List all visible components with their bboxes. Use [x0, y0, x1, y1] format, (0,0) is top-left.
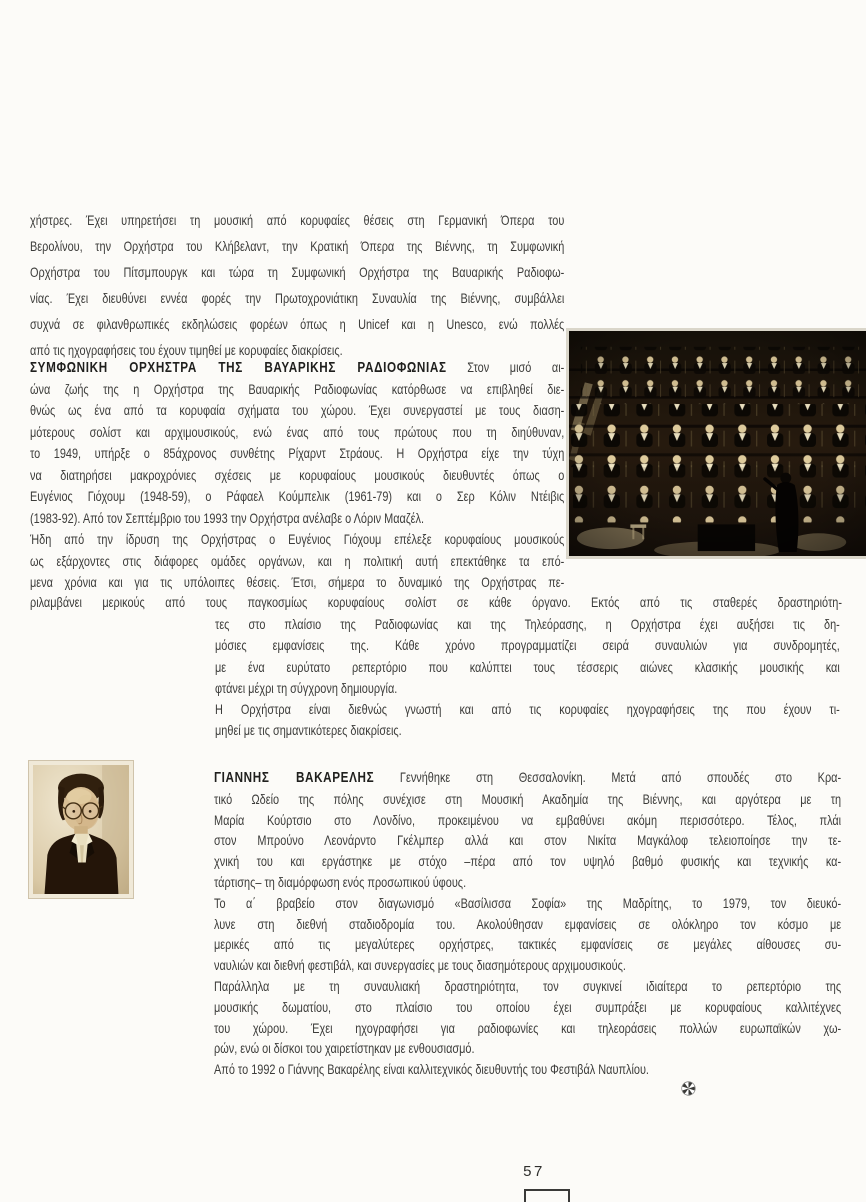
- text-line: θνώς ως ένα από τα κορυφαία σχήματα του χώρου. Έχει συνεργαστεί με τους διαση-: [30, 402, 565, 418]
- text-line: τες στο πλαίσιο της Ραδιοφωνίας και της Τηλεόρασης, η Ορχήστρα έχει αυξήσει τις δη-: [215, 616, 840, 632]
- text-line: Παράλληλα με τη συναυλιακή δραστηριότητα, τον συγκινεί ιδιαίτερα το ρεπερτόριο της: [214, 977, 842, 994]
- vakarelis-heading-rest: Γεννήθηκε στη Θεσσαλονίκη. Μετά από σπουδές στο Κρα-: [399, 769, 842, 785]
- text-line: το 1949, υπήρξε ο 85άχρονος συνθέτης Ρίχαρντ Στράους. Η Ορχήστρα είχε την τύχη: [30, 445, 565, 461]
- portrait-photo: [29, 761, 133, 898]
- text-line: από τις ηχογραφήσεις του έχουν τιμηθεί με κορυφαίες διακρίσεις.: [30, 341, 343, 358]
- footer-box-mark: [524, 1189, 570, 1202]
- text-line: στον Μπρούνο Λεονάρντο Γκέλμπερ αλλά και στον Νικίτα Μαγκάλοφ τελειοποίησε την τε-: [214, 832, 842, 849]
- text-line: φτάνει μέχρι τη σύγχρονη δημιουργία.: [215, 679, 398, 696]
- text-line: συχνά σε φιλανθρωπικές εκδηλώσεις φορέων όπως η Unicef και η Unesco, ενώ πολλές: [30, 315, 565, 332]
- text-line: Η Ορχήστρα είναι διεθνώς γνωστή και από τις κορυφαίες ηχογραφήσεις της που έχουν τι-: [215, 701, 840, 718]
- bavarian-column-lines: [30, 379, 564, 594]
- text-line: ώνα ζωής της η Ορχήστρα της Βαυαρικής Ραδιοφωνίας κατόρθωσε να επιβληθεί διε-: [30, 380, 565, 397]
- text-line: μόσιες εμφανίσεις της. Κάθε χρόνο προγραμματίζει σειρά συναυλιών για συνδρομητές,: [215, 637, 840, 654]
- orchestra-photo-image: [569, 331, 866, 556]
- bavarian-indented-block: [215, 614, 840, 742]
- page-number: 57: [523, 1163, 545, 1180]
- text-line: μηθεί με τις σημαντικότερες διακρίσεις.: [215, 722, 402, 739]
- text-line: μουσικής δωματίου, στο πλαίσιο του οποίου έχει συμπράξει με κορυφαίους καλλιτέχνες: [214, 998, 842, 1015]
- vakarelis-heading-line: [214, 767, 841, 789]
- text-line: ρών, ενώ οι δίσκοι του χαιρετίστηκαν με ενθουσιασμό.: [214, 1040, 475, 1057]
- text-line: μενα χρόνια και για τις υπόλοιπες θέσεις. Έτσι, σήμερα το δυναμικό της Ορχήστρας πε-: [30, 574, 565, 590]
- text-line: Το α΄ βραβείο στον διαγωνισμό «Βασίλισσα Σοφία» της Μαδρίτης, το 1979, τον διευκό-: [214, 894, 842, 911]
- bavarian-heading-line: [30, 357, 564, 379]
- vakarelis-section: [214, 767, 841, 1080]
- text-line: (1983-92). Από τον Σεπτέμβριο του 1993 την Ορχήστρα ανέλαβε ο Λόριν Μααζέλ.: [30, 509, 425, 526]
- text-line: τάρτισης– τη διαμόρφωση ενός προσωπικού ύφους.: [214, 873, 467, 890]
- text-line: ως εξάρχοντες στις διάφορες ομάδες οργάνων, και η πολιτική αυτή επεκτάθηκε τα επό-: [30, 552, 565, 569]
- end-of-article-ornament-icon: [681, 1081, 696, 1096]
- text-line: Από το 1992 ο Γιάννης Βακαρέλης είναι καλλιτεχνικός διευθυντής του Φεστιβάλ Ναυπλίου.: [214, 1061, 649, 1078]
- text-line: Μαρία Κούρτσιο στο Λονδίνο, προκειμένου να εμβαθύνει ακόμη περισσότερο. Τέλος, πλάι: [214, 811, 842, 828]
- bavarian-heading-rest: Στον μισό αι-: [467, 359, 565, 375]
- text-line: μότερους σολίστ και αρχιμουσικούς, ενώ ένας από τους πρώτους που τη διηύθυναν,: [30, 423, 565, 440]
- portrait-photo-image: [33, 765, 129, 894]
- text-line: χνική του και εργάστηκε με στόχο –πέρα από τον υψηλό βαθμό φυσικής και τεχνικής κα-: [214, 853, 842, 870]
- text-line: λυνε στη διεθνή σταδιοδρομία του. Ακολούθησαν εμφανίσεις σε ολόκληρο τον κόσμο με: [214, 915, 842, 932]
- vakarelis-lines: [214, 789, 841, 1080]
- text-line: ριλαμβάνει μερικούς από τους παγκοσμίως κορυφαίους σολίστ σε κάθε όργανο. Εκτός από τις σταθερές δραστηριότη-: [30, 594, 842, 610]
- text-line: μερικές από τις μεγαλύτερες ορχήστρες, τακτικές εμφανίσεις σε μεγάλες αίθουσες συ-: [214, 936, 842, 953]
- vakarelis-section-heading: ΓΙΑΝΝΗΣ ΒΑΚΑΡΕΛΗΣ: [214, 769, 375, 786]
- text-line: Ορχήστρα του Πίτσμπουργκ και τώρα τη Συμφωνική Ορχήστρα της Βαυαρικής Ραδιοφω-: [30, 263, 565, 280]
- bavarian-full-width-line: [30, 592, 842, 614]
- text-line: με ένα ευρύτατο ρεπερτόριο που καλύπτει τους τέσσερις αιώνες κλασικής μουσικής και: [215, 658, 840, 675]
- text-line: νίας. Έχει διευθύνει εννέα φορές την Πρωτοχρονιάτικη Συναυλία της Βιέννης, συμβάλλει: [30, 289, 565, 306]
- text-line: Ευγένιος Γιόχουμ (1948-59), ο Ράφαελ Κούμπελικ (1961-79) και ο Σερ Κόλιν Ντέιβις: [30, 488, 565, 504]
- text-line: του χώρου. Έχει ηχογραφήσει για ραδιοφωνίες και τηλεοράσεις πολλών ευρωπαϊκών χω-: [214, 1019, 842, 1036]
- text-line: χήστρες. Έχει υπηρετήσει τη μουσική από κορυφαίες θέσεις στη Γερμανική Όπερα του: [30, 212, 565, 228]
- text-line: Ήδη από την ίδρυση της Ορχήστρας ο Ευγένιος Γιόχουμ επέλεξε κορυφαίους μουσικούς: [30, 531, 565, 547]
- orchestra-photo: [566, 328, 866, 559]
- text-line: Βερολίνου, την Ορχήστρα του Κλήβελαντ, την Κρατική Όπερα της Βιέννης, τη Συμφωνική: [30, 237, 565, 254]
- text-line: τικό Ωδείο της πόλης συνέχισε στη Μουσική Ακαδημία της Βιέννης, και αργότερα με τη: [214, 790, 842, 807]
- bavarian-section-heading: ΣΥΜΦΩΝΙΚΗ ΟΡΧΗΣΤΡΑ ΤΗΣ ΒΑΥΑΡΙΚΗΣ ΡΑΔΙΟΦΩΝΙΑΣ: [30, 359, 447, 376]
- bavarian-section-column: [30, 357, 564, 594]
- intro-paragraph: [30, 208, 564, 363]
- text-line: ναυλιών και διεθνή φεστιβάλ, και συνεργασίες με τους διασημότερους αρχιμουσικούς.: [214, 957, 626, 974]
- text-line: να διατηρήσει μακροχρόνιες σχέσεις με κορυφαίους μουσικούς διευθυντές όπως ο: [30, 466, 565, 483]
